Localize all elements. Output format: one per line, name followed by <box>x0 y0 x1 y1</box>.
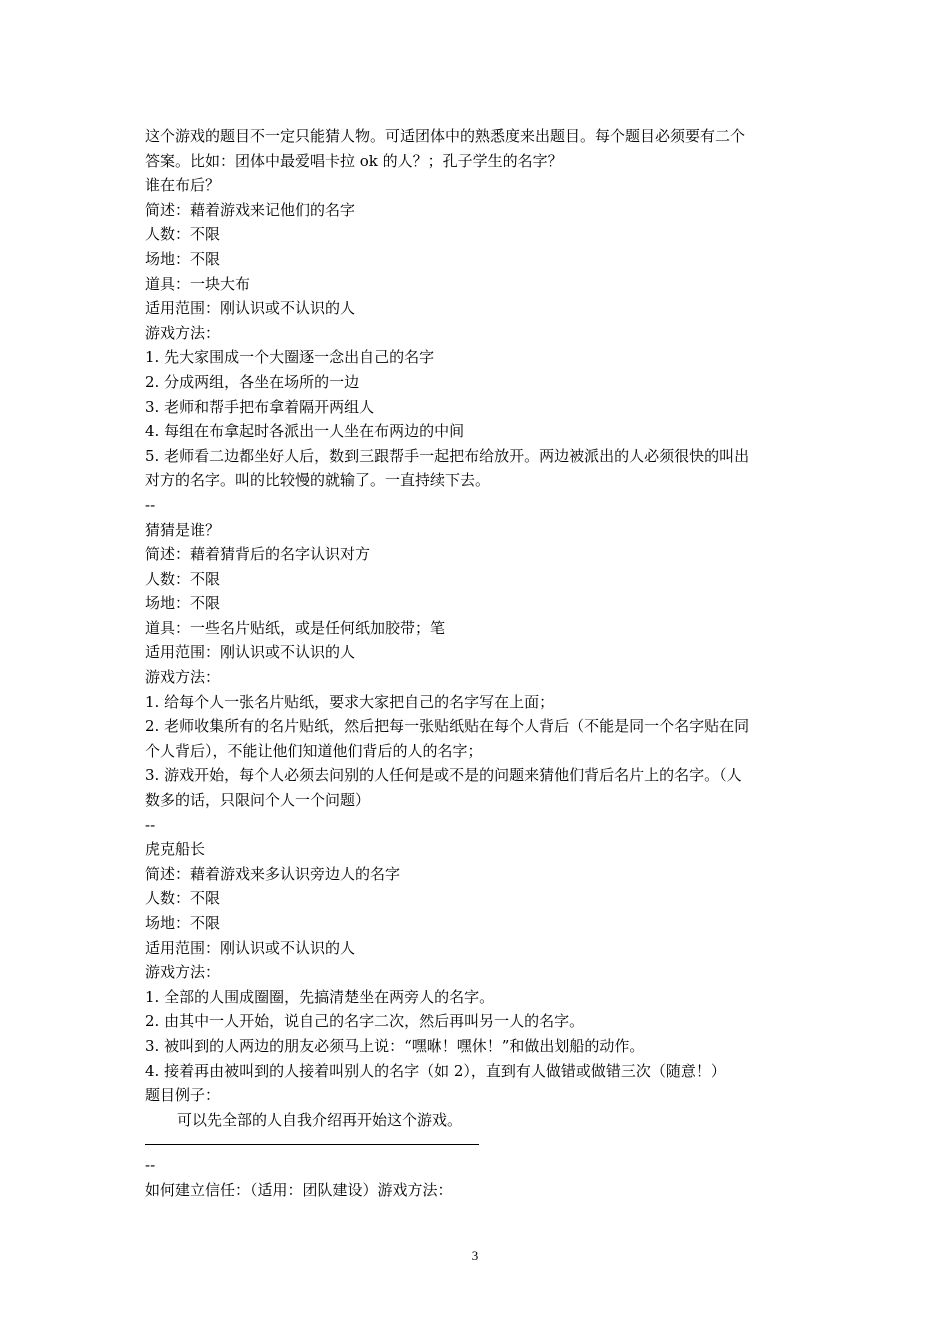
text-line: 游戏方法： <box>145 963 221 982</box>
text-line: 5. 老师看二边都坐好人后，数到三跟帮手一起把布给放开。两边被派出的人必须很快的叫出 <box>145 446 750 465</box>
text-line: 适用范围：刚认识或不认识的人 <box>145 643 356 662</box>
text-line: 虎克船长 <box>145 840 206 859</box>
horizontal-rule <box>145 1144 479 1145</box>
text-line: 场地：不限 <box>145 594 221 613</box>
text-line: 适用范围：刚认识或不认识的人 <box>145 299 356 318</box>
text-line: 3. 游戏开始，每个人必须去问别的人任何是或不是的问题来猜他们背后名片上的名字。（人 <box>145 766 742 785</box>
text-line: 人数：不限 <box>145 225 221 244</box>
text-line: 适用范围：刚认识或不认识的人 <box>145 938 356 957</box>
text-line: 场地：不限 <box>145 914 221 932</box>
text-line: 4. 每组在布拿起时各派出一人坐在布两边的中间 <box>145 422 465 441</box>
text-line: -- <box>145 495 156 514</box>
text-line: 人数：不限 <box>145 889 221 908</box>
text-line: 如何建立信任：（适用：团队建设）游戏方法： <box>145 1180 453 1199</box>
text-line: 个人背后），不能让他们知道他们背后的人的名字； <box>145 741 483 760</box>
text-line: 3. 被叫到的人两边的朋友必须马上说：“嘿咻！嘿休！”和做出划船的动作。 <box>145 1036 645 1055</box>
text-line: -- <box>145 1156 156 1175</box>
text-line: 简述：藉着游戏来多认识旁边人的名字 <box>145 864 401 883</box>
text-line: 对方的名字。叫的比较慢的就输了。一直持续下去。 <box>145 471 491 490</box>
text-line: 1. 全部的人围成圈圈，先搞清楚坐在两旁人的名字。 <box>145 987 495 1006</box>
text-block-main <box>145 124 813 1108</box>
text-line: 人数：不限 <box>145 569 221 588</box>
text-line: 游戏方法： <box>145 668 221 687</box>
indented-note: 可以先全部的人自我介绍再开始这个游戏。 <box>177 1110 463 1129</box>
text-line: 场地：不限 <box>145 249 221 268</box>
text-line: 简述：藉着猜背后的名字认识对方 <box>145 545 371 564</box>
text-line: -- <box>145 815 156 834</box>
text-block-end <box>145 1153 813 1202</box>
document-body <box>145 124 813 1203</box>
text-line: 道具：一些名片贴纸，或是任何纸加胶带；笔 <box>145 618 446 637</box>
text-line: 这个游戏的题目不一定只能猜人物。可适团体中的熟悉度来出题目。每个题目必须要有二个 <box>145 127 746 145</box>
page-number: 3 <box>471 1248 479 1263</box>
text-line: 题目例子： <box>145 1086 221 1105</box>
text-line: 猜猜是谁？ <box>145 520 221 539</box>
text-line: 2. 老师收集所有的名片贴纸，然后把每一张贴纸贴在每个人背后（不能是同一个名字贴在同 <box>145 717 750 736</box>
text-line: 简述：藉着游戏来记他们的名字 <box>145 200 356 219</box>
text-line: 数多的话，只限问个人一个问题） <box>145 791 371 810</box>
text-line: 游戏方法： <box>145 323 221 342</box>
text-line: 4. 接着再由被叫到的人接着叫别人的名字（如 2），直到有人做错或做错三次（随意！） <box>145 1061 726 1080</box>
text-line: 答案。比如：团体中最爱唱卡拉 ok 的人？；孔子学生的名字？ <box>145 151 563 170</box>
text-line: 2. 分成两组，各坐在场所的一边 <box>145 372 360 391</box>
text-line: 道具：一块大布 <box>145 274 251 293</box>
text-line: 2. 由其中一人开始，说自己的名字二次，然后再叫另一人的名字。 <box>145 1012 585 1031</box>
text-line: 3. 老师和帮手把布拿着隔开两组人 <box>145 397 375 416</box>
text-line: 谁在布后？ <box>145 176 221 195</box>
text-line: 1. 给每个人一张名片贴纸，要求大家把自己的名字写在上面； <box>145 692 555 711</box>
text-line: 1. 先大家围成一个大圈逐一念出自己的名字 <box>145 348 435 367</box>
